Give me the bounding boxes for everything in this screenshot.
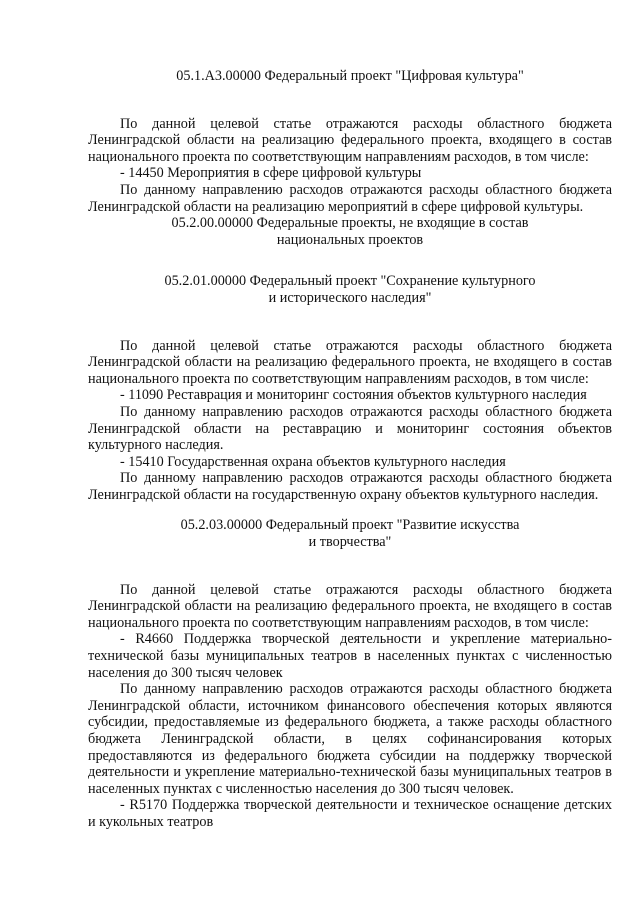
section-heading-arts: 05.2.03.00000 Федеральный проект "Развитие искусства: [180, 517, 520, 534]
paragraph-R4660: По данному направлению расходов отражаются расходы областного бюджета Ленинградской области, источником финансового обеспечения которых являются субсидии, предоставляемые из федерального бюджета, а также расходы областного бюджета Ленинградской области, в целях софинансирования которых предоставляются из федерального бюджета субсидии на поддержку творческой деятельности и укрепление материально-технической базы муниципальных театров в населенных пунктах с численностью населения до 300 тысяч человек.: [88, 681, 612, 797]
section-heading-heritage-line2: и исторического наследия": [268, 289, 432, 306]
item-14450: - 14450 Мероприятия в сфере цифровой культуры: [120, 165, 422, 182]
paragraph-14450: По данному направлению расходов отражаются расходы областного бюджета Ленинградской области на реализацию мероприятий в сфере цифровой культуры.: [88, 181, 612, 215]
item-11090: - 11090 Реставрация и мониторинг состояния объектов культурного наследия: [120, 387, 587, 404]
paragraph-arts: По данной целевой статье отражаются расходы областного бюджета Ленинградской области на реализацию федерального проекта, не входящего в состав национального проекта по соответствующим направлениям расходов, в том числе:: [88, 581, 612, 631]
paragraph-11090: По данному направлению расходов отражаются расходы областного бюджета Ленинградской области на реставрацию и мониторинг состояния объектов культурного наследия.: [88, 403, 612, 454]
item-R4660: - R4660 Поддержка творческой деятельности и укрепление материально-технической базы муниципальных театров в населенных пунктах с численностью населения до 300 тысяч человек: [88, 631, 612, 681]
paragraph-15410: По данному направлению расходов отражаются расходы областного бюджета Ленинградской области на государственную охрану объектов культурного наследия.: [88, 470, 612, 503]
paragraph-digital-culture: По данной целевой статье отражаются расходы областного бюджета Ленинградской области на реализацию федерального проекта, входящего в состав национального проекта по соответствующим направлениям расходов, в том числе:: [88, 115, 612, 165]
paragraph-heritage: По данной целевой статье отражаются расходы областного бюджета Ленинградской области на реализацию федерального проекта, не входящего в состав национального проекта по соответствующим направлениям расходов, в том числе:: [88, 337, 612, 387]
section-heading-non-national-projects: 05.2.00.00000 Федеральные проекты, не входящие в состав: [171, 215, 529, 232]
section-heading-heritage: 05.2.01.00000 Федеральный проект "Сохранение культурного: [164, 273, 536, 290]
section-heading-digital-culture: 05.1.А3.00000 Федеральный проект "Цифровая культура": [176, 68, 524, 84]
item-R5170: - R5170 Поддержка творческой деятельности и техническое оснащение детских и кукольных театров: [88, 797, 612, 830]
item-15410: - 15410 Государственная охрана объектов культурного наследия: [120, 453, 506, 470]
section-heading-arts-line2: и творчества": [308, 534, 392, 551]
section-heading-non-national-projects-line2: национальных проектов: [276, 231, 424, 248]
